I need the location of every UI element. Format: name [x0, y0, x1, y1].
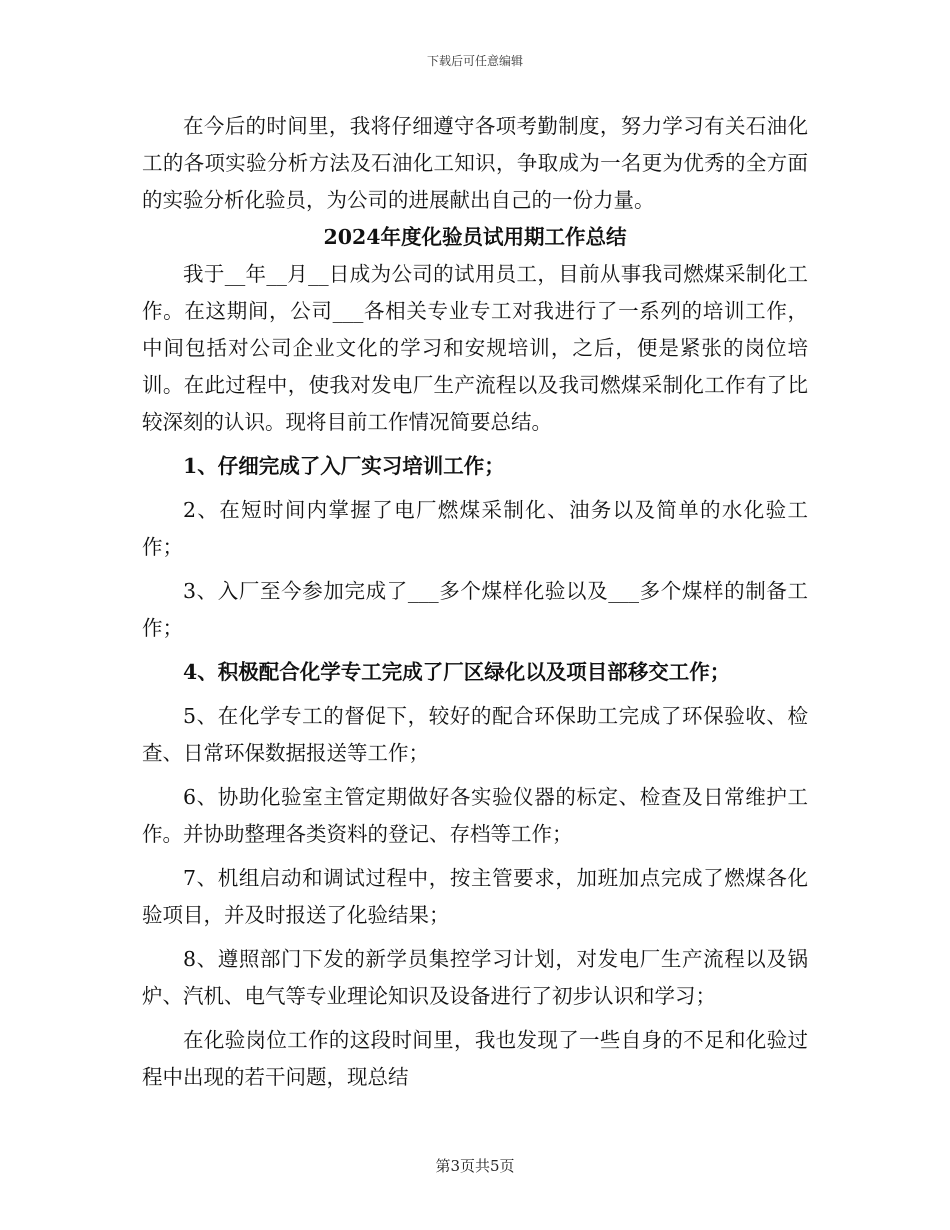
page-header: 下载后可任意编辑: [426, 54, 523, 68]
document-title: 2024年度化验员试用期工作总结: [323, 225, 627, 249]
document-body: [142, 108, 808, 1096]
list-item-1: 1、仔细完成了入厂实习培训工作；: [183, 454, 505, 478]
list-item-5: 5、在化学专工的督促下，较好的配合环保助工完成了环保验收、检查、日常环保数据报送等工作；: [142, 704, 808, 765]
list-item-4: 4、积极配合化学专工完成了厂区绿化以及项目部移交工作；: [183, 660, 731, 684]
list-item-2: 2、在短时间内掌握了电厂燃煤采制化、油务以及简单的水化验工作；: [142, 498, 808, 559]
intro-paragraph: 在今后的时间里，我将仔细遵守各项考勤制度，努力学习有关石油化工的各项实验分析方法及石油化工知识，争取成为一名更为优秀的全方面的实验分析化验员，为公司的进展献出自己的一份力量。: [142, 114, 808, 212]
paragraph-closing: 在化验岗位工作的这段时间里，我也发现了一些自身的不足和化验过程中出现的若干问题，现总结: [142, 1028, 808, 1089]
list-item-8: 8、遵照部门下发的新学员集控学习计划，对发电厂生产流程以及锅炉、汽机、电气等专业理论知识及设备进行了初步认识和学习；: [142, 947, 808, 1008]
page-number: 第3页共5页: [435, 1157, 515, 1175]
list-item-3: 3、入厂至今参加完成了___多个煤样化验以及___多个煤样的制备工作；: [142, 579, 808, 640]
paragraph-opening: 我于__年__月__日成为公司的试用员工，目前从事我司燃煤采制化工作。在这期间，公司___各相关专业专工对我进行了一系列的培训工作，中间包括对公司企业文化的学习和安规培训，之后，便是紧张的岗位培训。在此过程中，使我对发电厂生产流程以及我司燃煤采制化工作有了比较深刻的认识。现将目前工作情况简要总结。: [142, 262, 808, 434]
list-item-6: 6、协助化验室主管定期做好各实验仪器的标定、检查及日常维护工作。并协助整理各类资料的登记、存档等工作；: [142, 785, 808, 846]
list-item-7: 7、机组启动和调试过程中，按主管要求，加班加点完成了燃煤各化验项目，并及时报送了化验结果；: [142, 866, 808, 927]
